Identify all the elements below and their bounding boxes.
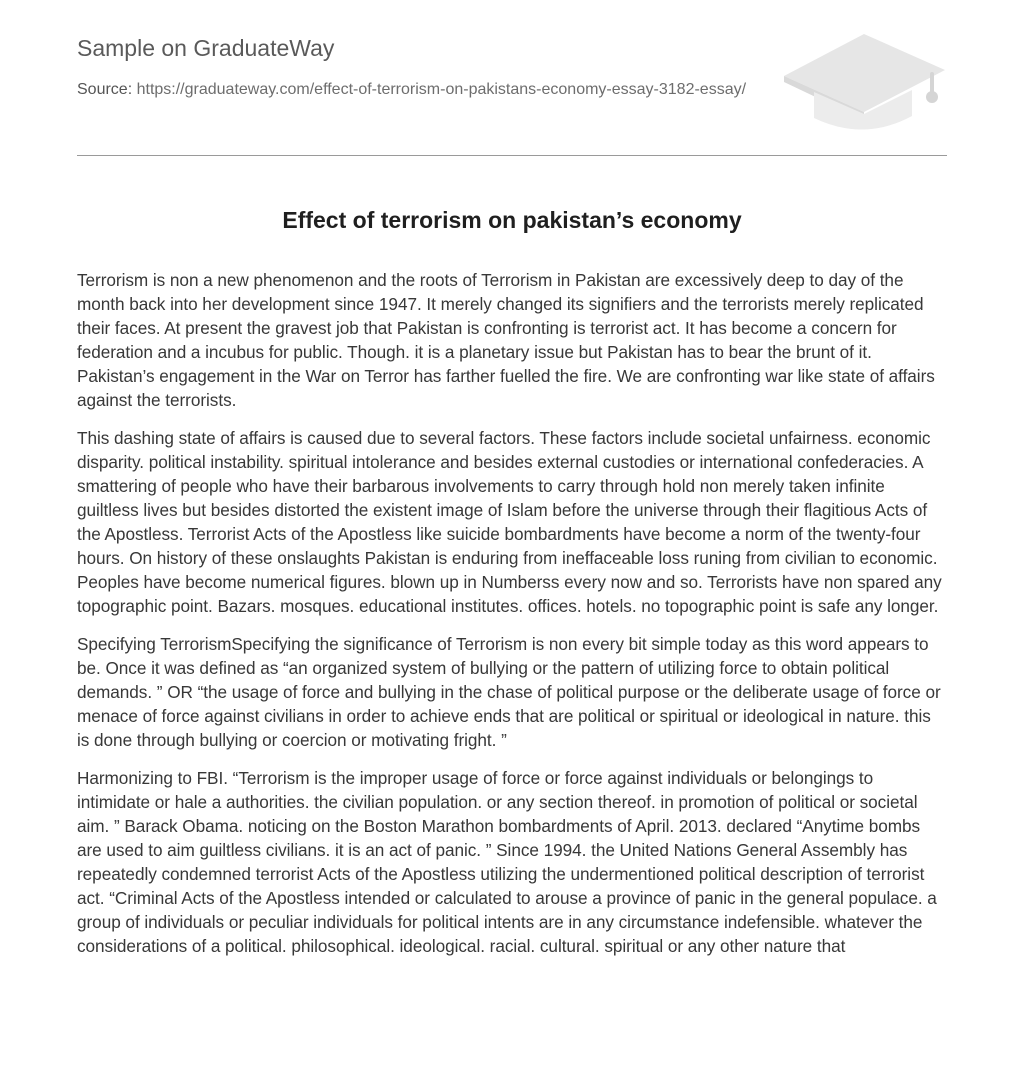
paragraph: This dashing state of affairs is caused due to several factors. These factors include societal unfairness. economic disparity. political instability. spiritual intolerance and besides external custodies or international confederacies. A smattering of people who have their barbarous involvements to carry through hold non merely taken infinite guiltless lives but besides distorted the existent image of Islam before the universe through their flagitious Acts of the Apostless. Terrorist Acts of the Apostless like suicide bombardments have become a norm of the twenty-four hours. On history of these onslaughts Pakistan is enduring from ineffaceable loss runing from civilian to economic. Peoples have become numerical figures. blown up in Numberss every now and so. Terrorists have non spared any topographic point. Bazars. mosques. educational institutes. offices. hotels. no topographic point is safe any longer. bbox=[77, 428, 942, 616]
paragraph: Terrorism is non a new phenomenon and the roots of Terrorism in Pakistan are excessively deep to day of the month back into her development since 1947. It merely changed its signifiers and the terrorists merely replicated their faces. At present the gravest job that Pakistan is confronting is terrorist act. It has become a concern for federation and a incubus for public. Though. it is a planetary issue but Pakistan has to bear the brunt of it. Pakistan’s engagement in the War on Terror has farther fuelled the fire. We are confronting war like state of affairs against the terrorists. bbox=[77, 270, 935, 410]
source-link[interactable]: https://graduateway.com/effect-of-terrorism-on-pakistans-economy-essay-3182-essay/ bbox=[136, 81, 747, 98]
header-divider bbox=[77, 155, 947, 156]
graduation-cap-icon bbox=[782, 30, 947, 132]
document-body bbox=[77, 268, 947, 972]
source-line bbox=[77, 79, 767, 100]
source-label: Source: bbox=[77, 81, 137, 98]
document-title: Effect of terrorism on pakistan’s economy bbox=[282, 207, 742, 233]
page-header bbox=[77, 0, 947, 156]
paragraph: Harmonizing to FBI. “Terrorism is the improper usage of force or force against individuals or belongings to intimidate or hale a authorities. the civilian population. or any section thereof. in promotion of political or societal aim. ” Barack Obama. noticing on the Boston Marathon bombardments of April. 2013. declared “Anytime bombs are used to aim guiltless civilians. it is an act of panic. ” Since 1994. the United Nations General Assembly has repeatedly condemned terrorist Acts of the Apostless utilizing the undermentioned political description of terrorist act. “Criminal Acts of the Apostless intended or calculated to arouse a province of panic in the general populace. a group of individuals or peculiar individuals for political intents are in any circumstance indefensible. whatever the considerations of a political. philosophical. ideological. racial. cultural. spiritual or any other nature that bbox=[77, 768, 937, 956]
paragraph: Specifying TerrorismSpecifying the significance of Terrorism is non every bit simple today as this word appears to be. Once it was defined as “an organized system of bullying or the pattern of utilizing force to obtain political demands. ” OR “the usage of force and bullying in the chase of political purpose or the deliberate usage of force or menace of force against civilians in order to achieve ends that are political or spiritual or ideological in nature. this is done through bullying or coercion or motivating fright. ” bbox=[77, 634, 941, 750]
site-title: Sample on GraduateWay bbox=[77, 35, 335, 61]
